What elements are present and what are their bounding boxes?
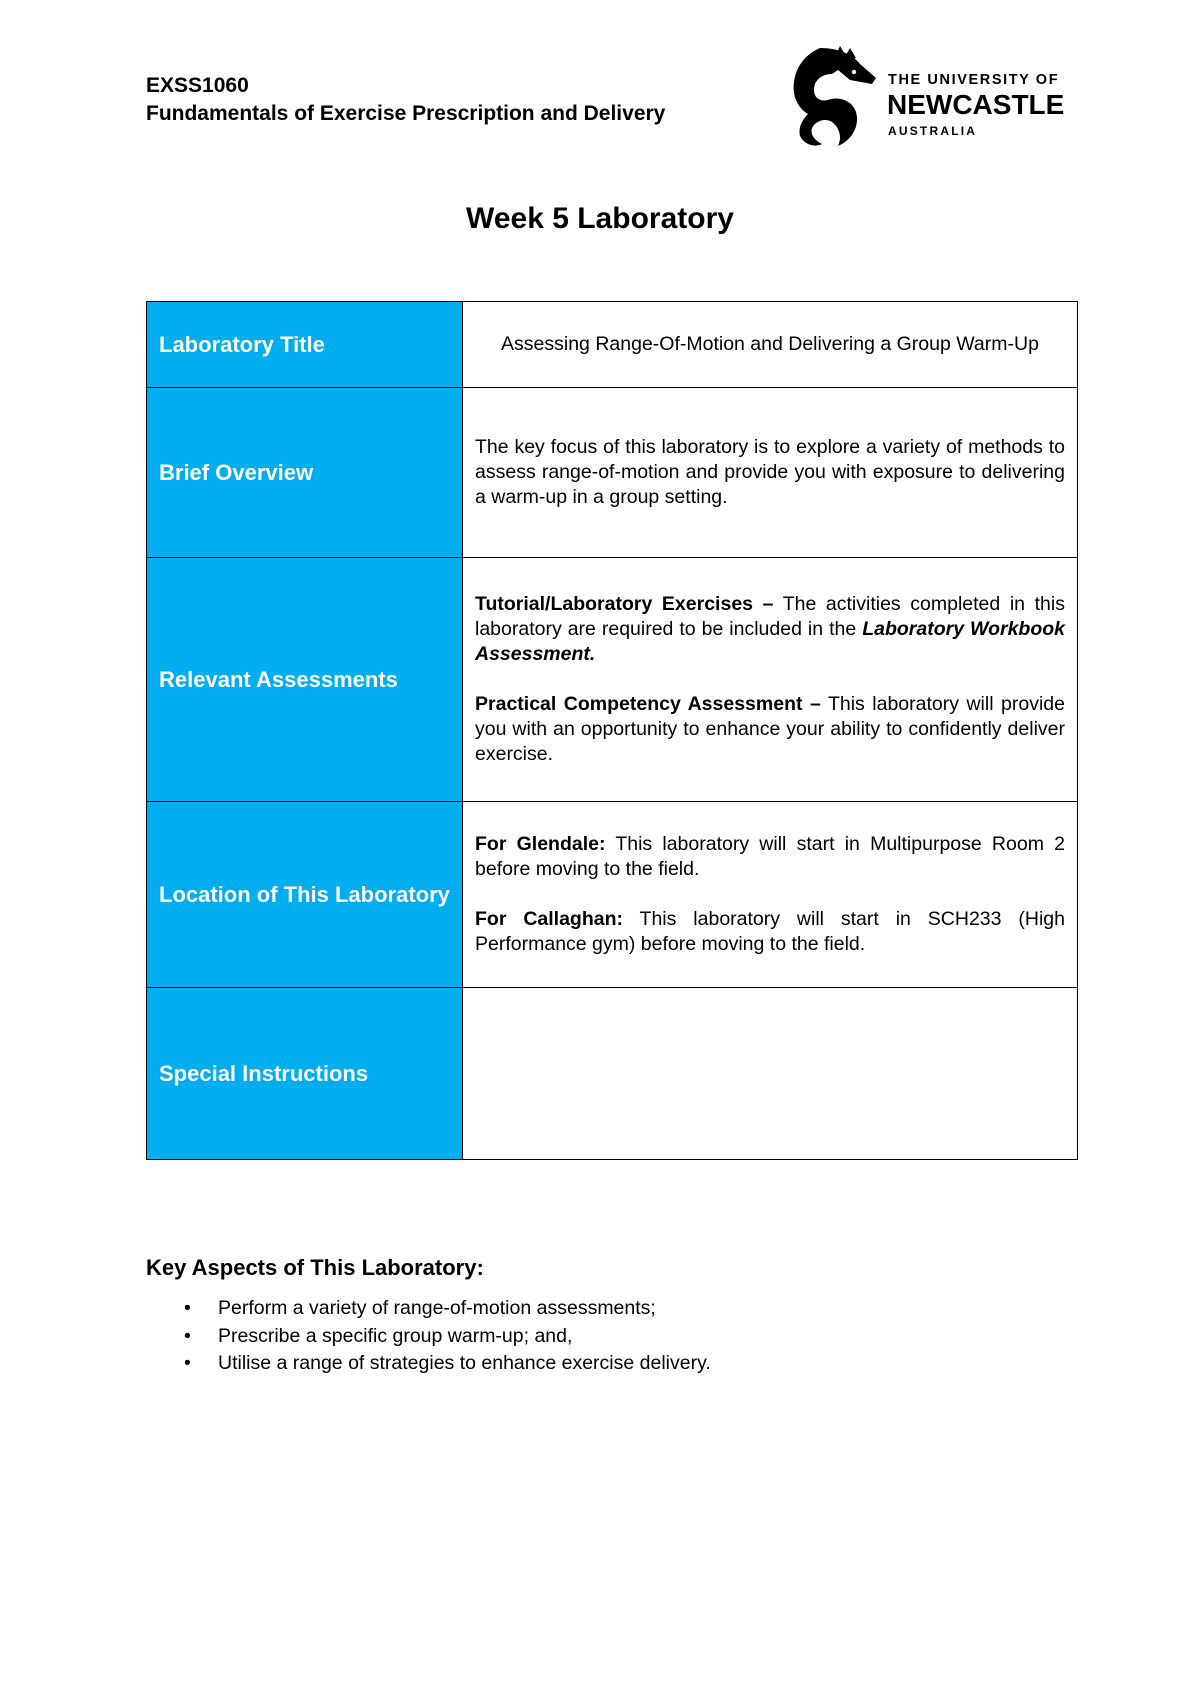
course-code: EXSS1060 (146, 74, 249, 97)
location-campus: For Callaghan: (475, 908, 623, 930)
row-label: Location of This Laboratory (147, 802, 463, 988)
location-paragraph (475, 907, 1065, 957)
row-label: Special Instructions (147, 988, 463, 1160)
logo-line-university: THE UNIVERSITY OF (888, 72, 1060, 88)
assessment-paragraph (475, 692, 1065, 767)
page-title: Week 5 Laboratory (466, 202, 734, 235)
location-campus: For Glendale: (475, 833, 606, 855)
document-header (146, 72, 1086, 152)
row-label: Laboratory Title (147, 302, 463, 388)
key-aspects-section (146, 1253, 1078, 1378)
bullet-icon: • (184, 1352, 191, 1374)
location-text: This laboratory will start in Multipurpose Room 2 before moving to the field. (475, 833, 1065, 880)
logo-line-australia: AUSTRALIA (888, 124, 978, 138)
logo-line-newcastle: NEWCASTLE (887, 89, 1065, 120)
list-item (146, 1295, 1078, 1323)
university-logo (776, 40, 1086, 152)
location-text: This laboratory will start in SCH233 (High Performance gym) before moving to the field. (475, 908, 1065, 955)
table-row-relevant-assessments (147, 558, 1078, 802)
row-value: Assessing Range-Of-Motion and Delivering a Group Warm-Up (463, 302, 1078, 388)
row-value: The key focus of this laboratory is to explore a variety of methods to assess range-of-motion and provide you with exposure to delivering a warm-up in a group setting. (463, 388, 1078, 558)
row-value (463, 802, 1078, 988)
list-item (146, 1323, 1078, 1351)
key-aspects-list (146, 1295, 1078, 1378)
bullet-icon: • (184, 1324, 191, 1347)
assessment-text: The activities completed in this laboratory are required to be included in the (475, 593, 1065, 640)
row-label: Relevant Assessments (147, 558, 463, 802)
assessment-reference: Laboratory Workbook Assessment. (475, 618, 1065, 665)
bullet-icon: • (184, 1297, 191, 1319)
list-item-text: Perform a variety of range-of-motion assessments; (218, 1297, 656, 1319)
list-item-text: Utilise a range of strategies to enhance exercise delivery. (218, 1352, 711, 1374)
assessment-name: Practical Competency Assessment – (475, 693, 821, 715)
table-row-location (147, 802, 1078, 988)
row-value (463, 988, 1078, 1160)
table-row-special-instructions (147, 988, 1078, 1160)
assessment-paragraph (475, 592, 1065, 667)
list-item-text: Prescribe a specific group warm-up; and, (218, 1324, 573, 1347)
list-item (146, 1350, 1078, 1378)
laboratory-info-table (146, 301, 1078, 1160)
key-aspects-title: Key Aspects of This Laboratory: (146, 1255, 484, 1280)
table-row-brief-overview (147, 388, 1078, 558)
seahorse-logo-icon (776, 40, 888, 152)
assessment-text: This laboratory will provide you with an opportunity to enhance your ability to confidently deliver exercise. (475, 693, 1065, 765)
assessment-name: Tutorial/Laboratory Exercises – (475, 593, 774, 615)
row-label: Brief Overview (147, 388, 463, 558)
location-paragraph (475, 832, 1065, 882)
logo-wordmark (888, 40, 1088, 152)
course-name: Fundamentals of Exercise Prescription and Delivery (146, 102, 666, 125)
row-value (463, 558, 1078, 802)
table-row-laboratory-title (147, 302, 1078, 388)
